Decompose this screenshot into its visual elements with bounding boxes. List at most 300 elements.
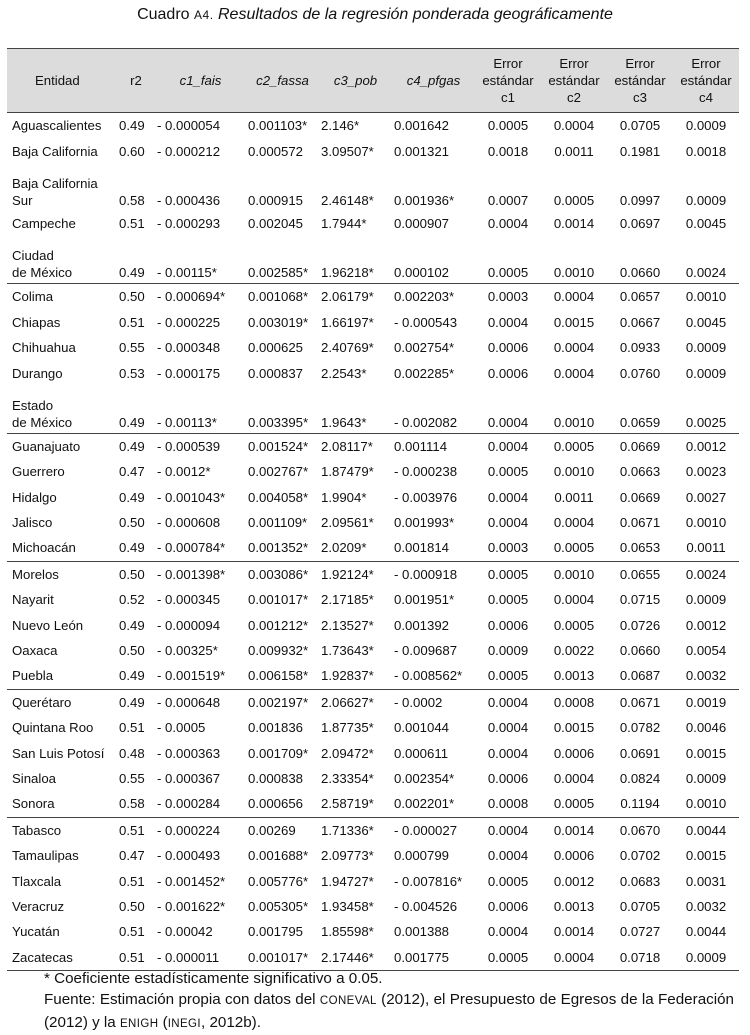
cell-r2: 0.51 [119,314,145,330]
col-c1 [155,49,246,113]
cell-c4: 0.001936* [394,192,455,208]
cell-error-c4: 0.0024 [673,561,739,587]
cell-c2: 0.003019* [248,314,309,330]
col-error-c2-l3: c2 [567,90,581,105]
cell-c2: 0.005776* [248,873,309,889]
cell-r2: 0.49 [119,668,145,684]
table-row [7,310,739,335]
cell-c3: 1.93458* [321,898,374,914]
cell-entidad: Durango [12,365,63,381]
cell-c4: 0.000102 [394,265,450,281]
cell-entidad: Yucatán [12,924,60,940]
cell-error-c2: 0.0004 [553,340,595,356]
cell-error-c4: 0.0031 [685,873,727,889]
table-row [7,535,739,561]
cell-error-c1: 0.0004 [487,489,529,505]
cell-error-c1: 0.0004 [487,848,529,864]
cell-c1: - 0.001452* [157,873,226,889]
cell-error-c1: 0.0006 [487,898,529,914]
cell-c2: 0.001795 [248,924,304,940]
cell-entidad: Campeche [12,215,76,231]
cell-error-c1: 0.0007 [487,192,529,208]
cell-c2: 0.003086* [246,561,319,587]
cell-c3: 1.96218* [321,265,374,281]
cell-c2: 0.001103* [248,118,308,134]
cell-error-c3: 0.0705 [619,898,661,914]
regression-table [7,48,739,971]
cell-error-c2: 0.0004 [553,771,595,786]
cell-error-c2: 0.0012 [553,873,595,889]
table-row [7,945,739,971]
col-c3 [319,49,392,113]
cell-r2: 0.58 [119,796,145,812]
col-error-c1-l3: c1 [501,90,515,105]
cell-error-c4: 0.0032 [685,898,727,914]
cell-error-c4: 0.0009 [685,592,727,608]
table-row [7,433,739,459]
cell-c2: 0.005305* [248,898,309,914]
table-row [7,561,739,587]
cell-error-c1: 0.0005 [475,561,541,587]
table-row [7,386,739,434]
col-error-c1-l1: Error [493,56,523,71]
table-row [7,766,739,791]
cell-error-c2: 0.0008 [541,689,607,715]
cell-error-c1: 0.0004 [487,720,529,736]
table-row [7,510,739,535]
cell-c4: - 0.007816* [394,873,463,889]
cell-error-c2: 0.0015 [553,720,595,736]
note-enigh: ENIGH [119,1018,159,1030]
cell-error-c4: 0.0012 [673,433,739,459]
cell-r2: 0.49 [119,617,145,633]
cell-error-c2: 0.0005 [541,433,607,459]
cell-r2: 0.49 [117,689,155,715]
cell-c2: 0.000838 [248,771,304,786]
table-row [7,689,739,715]
cell-error-c4: 0.0045 [685,314,727,330]
cell-error-c2: 0.0010 [553,464,595,480]
cell-error-c3: 0.0726 [619,617,661,633]
note-source [0,989,750,1035]
cell-c2: 0.009932* [248,643,309,659]
cell-entidad: Sinaloa [12,771,56,786]
cell-c1: - 0.000367 [157,771,221,786]
cell-c1: - 0.000284 [157,796,221,812]
cell-error-c3: 0.1981 [619,143,661,159]
cell-error-c1: 0.0004 [487,924,529,940]
cell-r2: 0.51 [119,720,145,736]
note-significance: * Coeficiente estadísticamente significativo a 0.05. [44,970,383,987]
cell-error-c1: 0.0005 [487,118,529,134]
cell-error-c1: 0.0004 [487,215,529,231]
cell-r2: 0.50 [117,561,155,587]
cell-error-c3: 0.0671 [607,689,673,715]
cell-entidad: Jalisco [12,515,53,531]
cell-r2: 0.58 [119,192,145,208]
cell-error-c1: 0.0003 [487,540,529,556]
cell-c4: - 0.009687 [394,643,458,659]
cell-error-c2: 0.0022 [553,643,595,659]
col-error-c3-l2: estándar [614,73,666,88]
cell-c2: 0.000572 [248,143,304,159]
cell-error-c2: 0.0011 [554,489,594,505]
cell-c2: 0.001836 [248,720,304,736]
cell-error-c3: 0.0669 [619,489,661,505]
cell-error-c4: 0.0015 [685,745,727,761]
cell-r2: 0.51 [117,945,155,971]
col-error-c2-l2: estándar [548,73,600,88]
table-title [0,6,750,24]
cell-error-c3: 0.0718 [607,945,673,971]
cell-c4: 0.002354* [394,771,455,786]
cell-c4: 0.001642 [394,118,450,134]
cell-c4: 0.000799 [394,848,450,864]
cell-r2: 0.51 [119,215,145,231]
cell-error-c4: 0.0015 [685,848,727,864]
cell-c1: - 0.000539 [155,433,246,459]
cell-error-c2: 0.0014 [553,215,595,231]
cell-c3: 2.2543* [321,365,367,381]
cell-c4: 0.002285* [394,365,455,381]
cell-error-c2: 0.0014 [541,817,607,843]
cell-c3: 3.09507* [321,143,374,159]
cell-r2: 0.48 [119,745,145,761]
cell-entidad: Tamaulipas [12,848,79,864]
cell-c2: 0.002767* [248,464,309,480]
table-row [7,740,739,765]
cell-c2: 0.001688* [248,848,309,864]
col-error-c1 [475,49,541,113]
cell-c2: 0.001352* [248,540,309,556]
cell-error-c3: 0.0691 [619,745,661,761]
cell-error-c4: 0.0045 [685,215,727,231]
cell-error-c4: 0.0046 [685,720,727,736]
cell-r2: 0.50 [119,515,145,531]
cell-c4: 0.000907 [394,215,450,231]
cell-entidad: Aguascalientes [12,118,102,134]
cell-error-c1: 0.0004 [487,314,529,330]
cell-error-c2: 0.0004 [553,515,595,531]
cell-r2: 0.55 [119,771,145,786]
cell-error-c3: 0.0782 [619,720,661,736]
cell-error-c2: 0.0006 [553,745,595,761]
cell-r2: 0.49 [119,414,145,430]
cell-error-c3: 0.0655 [607,561,673,587]
cell-c1: - 0.00115* [157,265,217,281]
title-code: A4. [194,8,214,22]
cell-c2: 0.000915 [248,192,304,208]
cell-error-c3: 0.0705 [619,118,661,134]
note-coneval: CONEVAL [319,995,377,1007]
cell-c1: - 0.001622* [157,898,226,914]
cell-c4: - 0.002082 [394,414,458,430]
note-source-c: ( [158,1014,168,1031]
cell-entidad: Nayarit [12,592,54,608]
cell-c3: 1.87735* [321,720,374,736]
cell-c4: 0.002754* [394,340,455,356]
table-row [7,485,739,510]
table-row [7,894,739,919]
col-error-c3-l1: Error [625,56,655,71]
cell-c1: - 0.000293 [157,215,221,231]
cell-entidad: Veracruz [12,898,65,914]
cell-c2: 0.003395* [248,414,309,430]
cell-entidad: Oaxaca [12,643,58,659]
cell-c4: 0.001392 [394,617,450,633]
table-row [7,360,739,385]
note-source-b: (2012), el Presupuesto de Egresos de la Federación (2012) y la [44,991,734,1031]
cell-c3: 2.58719* [321,796,374,812]
cell-error-c4: 0.0044 [685,924,727,940]
cell-error-c3: 0.0659 [619,414,661,430]
col-error-c4-l2: estándar [680,73,732,88]
cell-r2: 0.51 [119,924,145,940]
cell-c3: 2.09561* [321,515,374,531]
cell-error-c4: 0.0032 [685,668,727,684]
cell-c3: 1.7944* [321,215,367,231]
cell-c4: - 0.0002 [392,689,475,715]
table-row [7,164,739,211]
cell-error-c4: 0.0011 [686,540,726,556]
cell-error-c3: 0.0671 [619,515,661,531]
table-row [7,211,739,236]
cell-error-c1: 0.0006 [487,771,529,786]
cell-error-c2: 0.0005 [553,617,595,633]
cell-entidad: Estado de México [12,397,73,430]
cell-c4: 0.001951* [394,592,455,608]
cell-error-c2: 0.0004 [541,945,607,971]
cell-c3: 1.71336* [319,817,392,843]
cell-entidad: San Luis Potosí [12,745,105,761]
cell-c1: - 0.000345 [157,592,221,608]
cell-c4: 0.002201* [394,796,455,812]
cell-error-c2: 0.0006 [553,848,595,864]
cell-error-c2: 0.0005 [553,540,595,556]
cell-error-c2: 0.0004 [553,592,595,608]
table-body [7,113,739,971]
cell-error-c3: 0.0727 [619,924,661,940]
cell-c2: 0.001212* [248,617,309,633]
cell-entidad: Guanajuato [7,433,117,459]
cell-c1: - 0.001043* [157,489,226,505]
cell-error-c1: 0.0018 [487,143,529,159]
table-row [7,817,739,843]
cell-c4: 0.002203* [392,284,475,310]
col-c3-label: c3_pob [333,73,378,88]
cell-error-c2: 0.0004 [541,284,607,310]
cell-c4: - 0.000027 [392,817,475,843]
table-row [7,663,739,689]
cell-r2: 0.52 [119,592,145,608]
header-row [7,49,739,113]
table-row [7,791,739,817]
cell-c4: - 0.008562* [394,668,463,684]
cell-error-c1: 0.0004 [487,414,529,430]
cell-r2: 0.53 [119,365,145,381]
cell-c2: 0.001524* [246,433,319,459]
cell-error-c3: 0.0760 [619,365,661,381]
cell-error-c4: 0.0019 [673,689,739,715]
title-text: Resultados de la regresión ponderada geográficamente [217,6,613,23]
cell-error-c4: 0.0009 [685,118,727,134]
cell-r2: 0.50 [119,643,145,659]
cell-error-c2: 0.0011 [554,143,594,159]
cell-c3: 2.33354* [321,771,374,786]
cell-error-c3: 0.0667 [619,314,661,330]
cell-c1: - 0.000212 [157,143,221,159]
cell-entidad: Zacatecas [7,945,117,971]
cell-error-c1: 0.0003 [475,284,541,310]
cell-error-c3: 0.0669 [607,433,673,459]
cell-c4: 0.001993* [394,515,455,531]
cell-error-c2: 0.0010 [553,265,595,281]
cell-c1: - 0.000094 [157,617,221,633]
cell-error-c1: 0.0005 [475,945,541,971]
cell-error-c4: 0.0009 [685,192,727,208]
cell-c1: - 0.001519* [157,668,226,684]
cell-r2: 0.49 [117,433,155,459]
cell-c3: 1.92124* [319,561,392,587]
cell-error-c3: 0.0660 [619,643,661,659]
cell-error-c3: 0.0933 [619,340,661,356]
cell-c4: 0.001814 [394,540,450,556]
cell-r2: 0.47 [119,848,145,864]
cell-c4: 0.001388 [394,924,450,940]
cell-error-c1: 0.0006 [487,365,529,381]
cell-error-c2: 0.0004 [553,365,595,381]
cell-error-c1: 0.0004 [475,433,541,459]
cell-c2: 0.00269 [246,817,319,843]
col-error-c3-l3: c3 [633,90,647,105]
cell-entidad: Puebla [12,668,54,684]
cell-c3: 2.06179* [319,284,392,310]
table-row [7,138,739,163]
cell-c3: 1.92837* [321,668,374,684]
cell-error-c2: 0.0015 [553,314,595,330]
cell-c2: 0.001068* [246,284,319,310]
col-c1-label: c1_fais [179,73,222,88]
cell-error-c3: 0.0715 [619,592,661,608]
cell-c1: - 0.0005 [157,720,206,736]
cell-c4: - 0.003976 [394,489,458,505]
cell-error-c4: 0.0009 [685,340,727,356]
cell-c3: 2.08117* [319,433,392,459]
cell-c1: - 0.00113* [157,414,217,430]
cell-error-c2: 0.0005 [553,192,595,208]
cell-r2: 0.49 [119,540,145,556]
cell-c3: 1.66197* [321,314,374,330]
cell-c3: 1.85598* [321,924,374,940]
cell-error-c4: 0.0012 [685,617,727,633]
cell-error-c2: 0.0013 [553,898,595,914]
table-row [7,919,739,944]
col-c4 [392,49,475,113]
cell-error-c3: 0.0670 [607,817,673,843]
cell-error-c3: 0.0997 [619,192,661,208]
cell-error-c3: 0.1194 [620,796,660,812]
cell-c3: 1.94727* [321,873,374,889]
cell-error-c1: 0.0004 [487,745,529,761]
note-inegi: INEGI [167,1018,201,1030]
cell-entidad: Querétaro [7,689,117,715]
cell-c1: - 0.000348 [157,340,221,356]
cell-c4: - 0.000918 [392,561,475,587]
cell-c2: 0.002045 [248,215,304,231]
col-c2 [246,49,319,113]
cell-c2: 0.002197* [246,689,319,715]
cell-error-c1: 0.0004 [475,689,541,715]
cell-error-c4: 0.0025 [685,414,727,430]
cell-c1: - 0.000694* [155,284,246,310]
cell-error-c3: 0.0702 [619,848,661,864]
cell-error-c4: 0.0054 [685,643,727,659]
cell-error-c2: 0.0010 [541,561,607,587]
cell-entidad: Tabasco [7,817,117,843]
cell-c4: 0.000611 [394,745,449,761]
cell-error-c4: 0.0009 [685,365,727,381]
cell-c3: 2.06627* [319,689,392,715]
cell-c3: 2.13527* [321,617,374,633]
cell-c4: 0.001775 [392,945,475,971]
cell-c1: - 0.000054 [157,118,221,134]
cell-c1: - 0.000175 [157,365,221,381]
cell-entidad: Tlaxcala [12,873,62,889]
cell-c1: - 0.00042 [157,924,213,940]
cell-c2: 0.004058* [248,489,309,505]
cell-c4: - 0.004526 [394,898,458,914]
cell-error-c1: 0.0005 [487,265,529,281]
cell-error-c4: 0.0024 [685,265,727,281]
table-row [7,715,739,740]
cell-c1: - 0.000224 [155,817,246,843]
col-error-c2-l1: Error [559,56,589,71]
cell-r2: 0.47 [119,464,145,480]
cell-c3: 1.9643* [321,414,367,430]
cell-c2: 0.000625 [248,340,304,356]
cell-c3: 2.09773* [321,848,374,864]
table-row [7,612,739,637]
cell-c1: - 0.000225 [157,314,221,330]
cell-c3: 1.87479* [321,464,374,480]
cell-error-c1: 0.0009 [487,643,529,659]
cell-error-c1: 0.0005 [487,592,529,608]
cell-r2: 0.49 [119,489,145,505]
table-row [7,284,739,310]
col-error-c2 [541,49,607,113]
cell-c3: 2.17446* [319,945,392,971]
cell-entidad: Quintana Roo [12,720,94,736]
cell-error-c3: 0.0663 [619,464,661,480]
cell-r2: 0.55 [119,340,145,356]
cell-c1: - 0.000784* [157,540,226,556]
cell-c2: 0.002585* [248,265,309,281]
cell-c2: 0.001109* [248,515,308,531]
col-error-c4-l1: Error [691,56,721,71]
table-row [7,113,739,139]
cell-entidad: Morelos [7,561,117,587]
cell-error-c1: 0.0005 [487,668,529,684]
cell-c1: - 0.000493 [157,848,221,864]
cell-entidad: Baja California [12,143,98,159]
cell-entidad: Hidalgo [12,489,57,505]
cell-error-c1: 0.0008 [487,796,529,812]
cell-error-c1: 0.0005 [487,873,529,889]
cell-c3: 2.09472* [321,745,374,761]
col-c4-label: c4_pfgas [406,73,461,88]
cell-entidad: Chihuahua [12,340,76,356]
cell-error-c4: 0.0027 [685,489,727,505]
